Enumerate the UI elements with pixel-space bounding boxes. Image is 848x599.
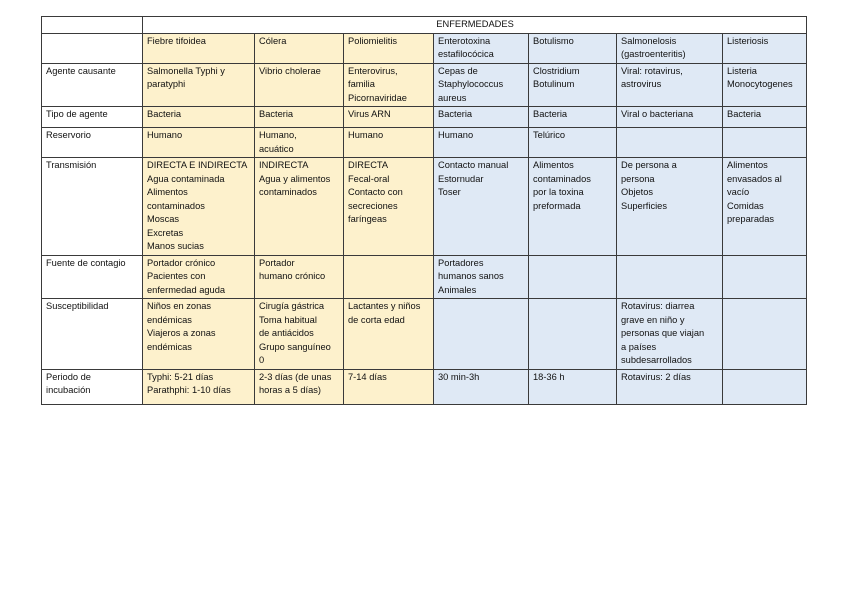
disease-header-listeriosis: Listeriosis (723, 33, 807, 63)
table-cell (723, 369, 807, 404)
table-cell: Viral o bacteriana (617, 107, 723, 128)
table-row-periodo-de-incubacion (42, 369, 807, 404)
row-label: Susceptibilidad (42, 299, 143, 370)
table-cell: Humano (344, 128, 434, 158)
table-cell: 30 min-3h (434, 369, 529, 404)
disease-header-row (42, 33, 807, 63)
table-row-susceptibilidad (42, 299, 807, 370)
disease-header-botulismo: Botulismo (529, 33, 617, 63)
table-cell (617, 128, 723, 158)
table-cell: Humano, acuático (255, 128, 344, 158)
table-cell: 18-36 h (529, 369, 617, 404)
table-cell: Listeria Monocytogenes (723, 63, 807, 107)
table-cell: Humano (434, 128, 529, 158)
super-header-row (42, 17, 807, 34)
table-cell: Enterovirus, familia Picornaviridae (344, 63, 434, 107)
table-cell (617, 255, 723, 299)
table-row-fuente-de-contagio (42, 255, 807, 299)
table-cell: 2-3 días (de unas horas a 5 días) (255, 369, 344, 404)
table-cell: Salmonella Typhi y paratyphi (143, 63, 255, 107)
table-cell: Virus ARN (344, 107, 434, 128)
table-cell: Lactantes y niños de corta edad (344, 299, 434, 370)
table-cell (723, 255, 807, 299)
row-label: Transmisión (42, 158, 143, 256)
table-cell: Bacteria (723, 107, 807, 128)
table-cell: Rotavirus: 2 días (617, 369, 723, 404)
super-header-cell: ENFERMEDADES (143, 17, 807, 34)
table-cell: DIRECTA Fecal-oral Contacto con secreciones faríngeas (344, 158, 434, 256)
table-cell: Clostridium Botulinum (529, 63, 617, 107)
table-cell: Cirugía gástrica Toma habitual de antiácidos Grupo sanguíneo 0 (255, 299, 344, 370)
disease-header-salmonelosis: Salmonelosis (gastroenteritis) (617, 33, 723, 63)
table-row-tipo-de-agente (42, 107, 807, 128)
row-label: Tipo de agente (42, 107, 143, 128)
table-cell: Telúrico (529, 128, 617, 158)
row-label: Reservorio (42, 128, 143, 158)
table-cell: De persona a persona Objetos Superficies (617, 158, 723, 256)
table-cell: Portador crónico Pacientes con enfermedad aguda (143, 255, 255, 299)
table-cell: INDIRECTA Agua y alimentos contaminados (255, 158, 344, 256)
table-cell: Typhi: 5-21 días Parathphi: 1-10 días (143, 369, 255, 404)
table-cell (723, 299, 807, 370)
row-label: Agente causante (42, 63, 143, 107)
table-row-reservorio (42, 128, 807, 158)
table-cell (723, 128, 807, 158)
table-cell: Alimentos envasados al vacío Comidas preparadas (723, 158, 807, 256)
table-cell (529, 255, 617, 299)
table-cell: Portadores humanos sanos Animales (434, 255, 529, 299)
table-cell: DIRECTA E INDIRECTA Agua contaminada Alimentos contaminados Moscas Excretas Manos sucias (143, 158, 255, 256)
row-label: Fuente de contagio (42, 255, 143, 299)
table-cell (434, 299, 529, 370)
disease-header-poliomielitis: Poliomielitis (344, 33, 434, 63)
row-label: Periodo de incubación (42, 369, 143, 404)
table-cell: Bacteria (529, 107, 617, 128)
diseases-table (41, 16, 807, 405)
table-row-agente-causante (42, 63, 807, 107)
table-cell: Viral: rotavirus, astrovirus (617, 63, 723, 107)
table-cell: Bacteria (255, 107, 344, 128)
table-cell (529, 299, 617, 370)
table-cell: Cepas de Staphylococcus aureus (434, 63, 529, 107)
table-row-transmision (42, 158, 807, 256)
table-cell: Bacteria (143, 107, 255, 128)
table-cell: Vibrio cholerae (255, 63, 344, 107)
table-cell: Niños en zonas endémicas Viajeros a zonas endémicas (143, 299, 255, 370)
disease-header-colera: Cólera (255, 33, 344, 63)
table-cell: Humano (143, 128, 255, 158)
table-cell (344, 255, 434, 299)
table-cell: Portador humano crónico (255, 255, 344, 299)
disease-header-fiebre-tifoidea: Fiebre tifoidea (143, 33, 255, 63)
table-cell: Bacteria (434, 107, 529, 128)
table-cell: 7-14 días (344, 369, 434, 404)
table-cell: Contacto manual Estornudar Toser (434, 158, 529, 256)
corner-cell (42, 17, 143, 34)
corner-cell (42, 33, 143, 63)
table-cell: Rotavirus: diarrea grave en niño y personas que viajan a países subdesarrollados (617, 299, 723, 370)
table-cell: Alimentos contaminados por la toxina preformada (529, 158, 617, 256)
disease-header-enterotoxina: Enterotoxina estafilocócica (434, 33, 529, 63)
